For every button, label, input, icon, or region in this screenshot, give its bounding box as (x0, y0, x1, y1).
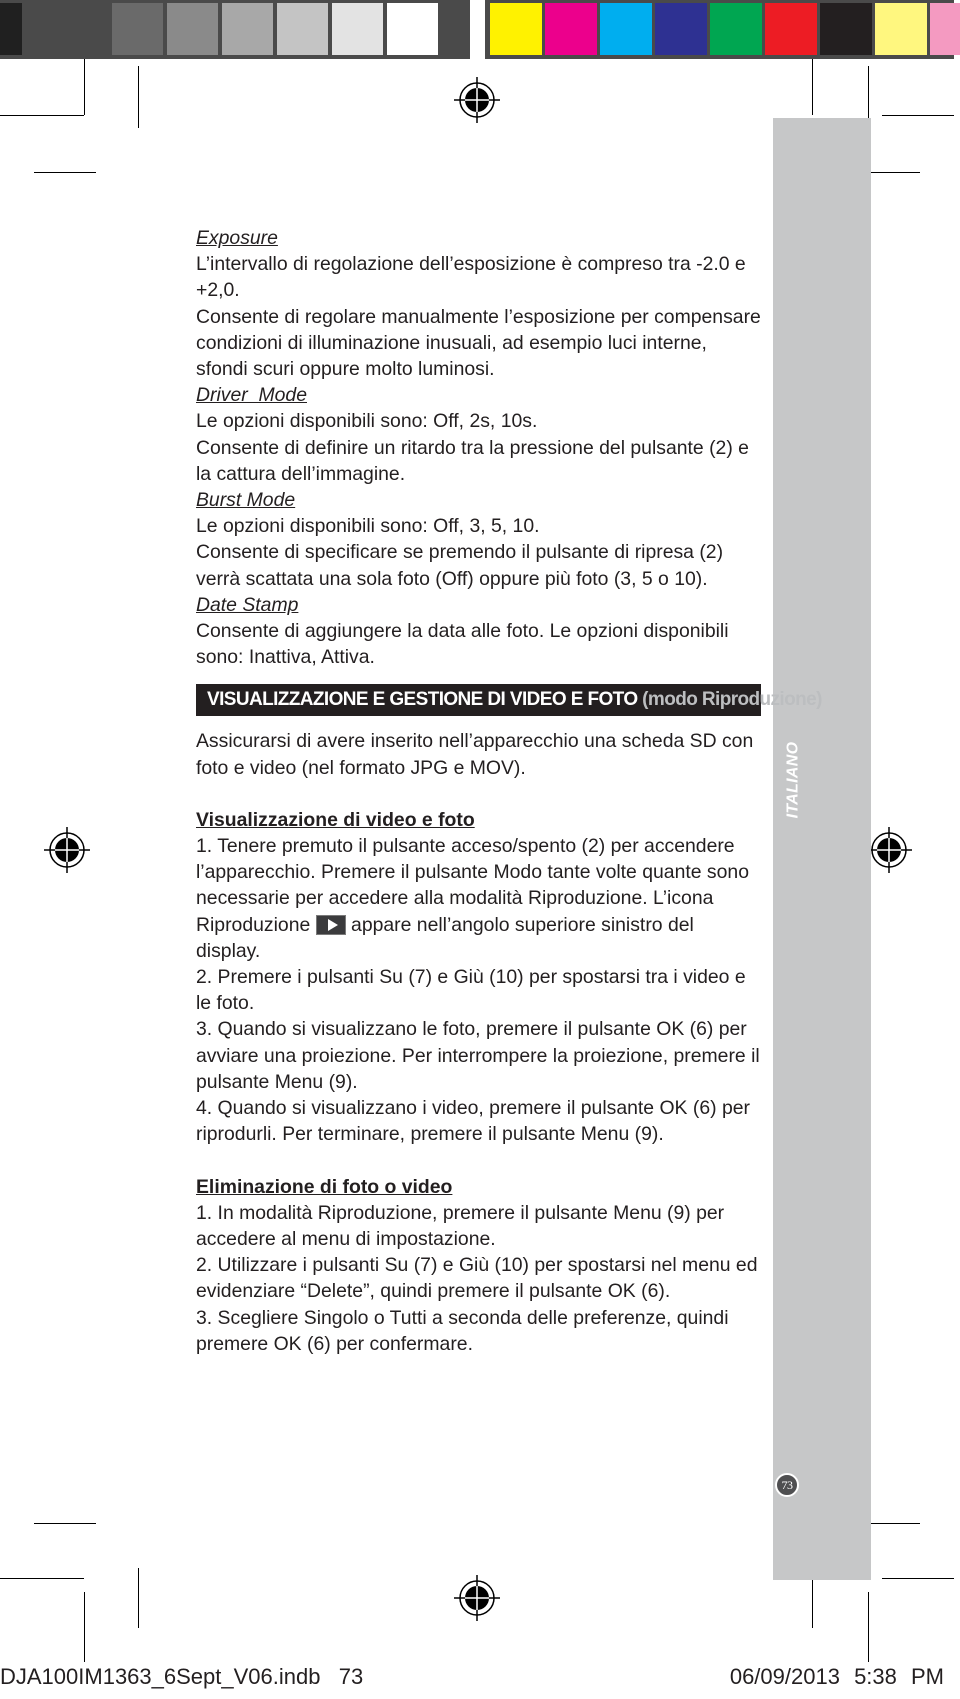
view-step-2: 2. Premere i pulsanti Su (7) e Giù (10) per spostarsi tra i video e le foto. (196, 966, 746, 1015)
driver-mode-description: Consente di definire un ritardo tra la pressione del pulsante (2) e la cattura dell’immagine. (196, 436, 749, 485)
burst-mode-options: Le opzioni disponibili sono: Off, 3, 5, 10. (196, 515, 540, 538)
burst-mode-heading: Burst Mode (196, 489, 296, 512)
playback-icon (316, 915, 346, 935)
exposure-heading: Exposure (196, 227, 278, 249)
page-number: 73 (775, 1473, 799, 1497)
process-swatch (600, 3, 652, 55)
footer-file-info: DJA100IM1363_6Sept_V06.indb 73 (0, 1664, 364, 1689)
date-stamp-heading: Date Stamp (196, 593, 299, 616)
gray-swatch (277, 3, 328, 55)
process-swatch (655, 3, 707, 55)
process-swatch (930, 3, 960, 55)
registration-mark-icon (866, 827, 912, 873)
delete-step-1: 1. In modalità Riproduzione, premere il pulsante Menu (9) per accedere al menu di impostazione. (196, 1201, 725, 1250)
registration-mark-icon (44, 827, 90, 873)
process-swatch (490, 3, 542, 55)
date-stamp-description: Consente di aggiungere la data alle foto. Le opzioni disponibili sono: Inattiva, Attiva. (196, 620, 729, 669)
section-banner-subtitle: (modo Riproduzione) (637, 689, 822, 711)
exposure-description: Consente di regolare manualmente l’esposizione per compensare condizioni di illuminazione inusuali, ad esempio luci interne, sfondi scuri oppure molto luminosi. (196, 305, 761, 381)
gray-swatch (332, 3, 383, 55)
gray-swatch (0, 3, 22, 55)
exposure-range-text: L’intervallo di regolazione dell’esposizione è compreso tra -2.0 e +2,0. (196, 253, 746, 302)
driver-mode-options: Le opzioni disponibili sono: Off, 2s, 10s. (196, 410, 538, 433)
registration-mark-icon (454, 1575, 500, 1621)
language-label-container (773, 728, 813, 832)
footer-timestamp (730, 1664, 944, 1690)
process-swatch (765, 3, 817, 55)
driver-mode-heading: Driver Mode (196, 384, 307, 407)
registration-mark-icon (454, 77, 500, 123)
process-swatch (820, 3, 872, 55)
language-label: ITALIANO (784, 741, 802, 819)
view-step-3: 3. Quando si visualizzano le foto, premere il pulsante OK (6) per avviare una proiezione. Per interrompere la proiezione, premere il pulsante Menu (9). (196, 1018, 760, 1093)
gray-swatch (222, 3, 273, 55)
delete-step-3: 3. Scegliere Singolo o Tutti a seconda delle preferenze, quindi premere OK (6) per confermare. (196, 1306, 729, 1355)
section-banner-title: VISUALIZZAZIONE E GESTIONE DI VIDEO E FOTO (207, 689, 638, 711)
process-swatch (875, 3, 927, 55)
view-step-1: 1. Tenere premuto il pulsante acceso/spento (2) per accendere l’apparecchio. Premere il pulsante Modo tante volte quante sono necessarie per accedere alla modalità Riproduzione. L’icona Riproduzione appare nell’angolo superiore sinistro del display. (196, 835, 749, 962)
burst-mode-description: Consente di specificare se premendo il pulsante di ripresa (2) verrà scattata una sola foto (Off) oppure più foto (3, 5 o 10). (196, 541, 724, 590)
footer-date: 06/09/2013 (729, 1664, 840, 1689)
intro-text: Assicurarsi di avere inserito nell’apparecchio una scheda SD con foto e video (nel formato JPG e MOV). (196, 730, 754, 779)
delete-step-2: 2. Utilizzare i pulsanti Su (7) e Giù (10) per spostarsi nel menu ed evidenziare “Delete”, quindi premere il pulsante OK (6). (196, 1254, 758, 1303)
footer-time: 5:38 PM (854, 1664, 944, 1689)
gray-swatch (112, 3, 163, 55)
color-calibration-bar (0, 0, 954, 59)
gray-swatch (387, 3, 438, 55)
language-side-tab (773, 118, 871, 1580)
process-swatch (710, 3, 762, 55)
view-heading: Visualizzazione di video e foto (196, 808, 475, 831)
gray-swatch (57, 3, 108, 55)
view-step-4: 4. Quando si visualizzano i video, premere il pulsante OK (6) per riprodurli. Per terminare, premere il pulsante Menu (9). (196, 1097, 750, 1146)
delete-heading: Eliminazione di foto o video (196, 1175, 453, 1198)
process-swatch (545, 3, 597, 55)
section-banner (196, 684, 822, 716)
gray-swatch (167, 3, 218, 55)
